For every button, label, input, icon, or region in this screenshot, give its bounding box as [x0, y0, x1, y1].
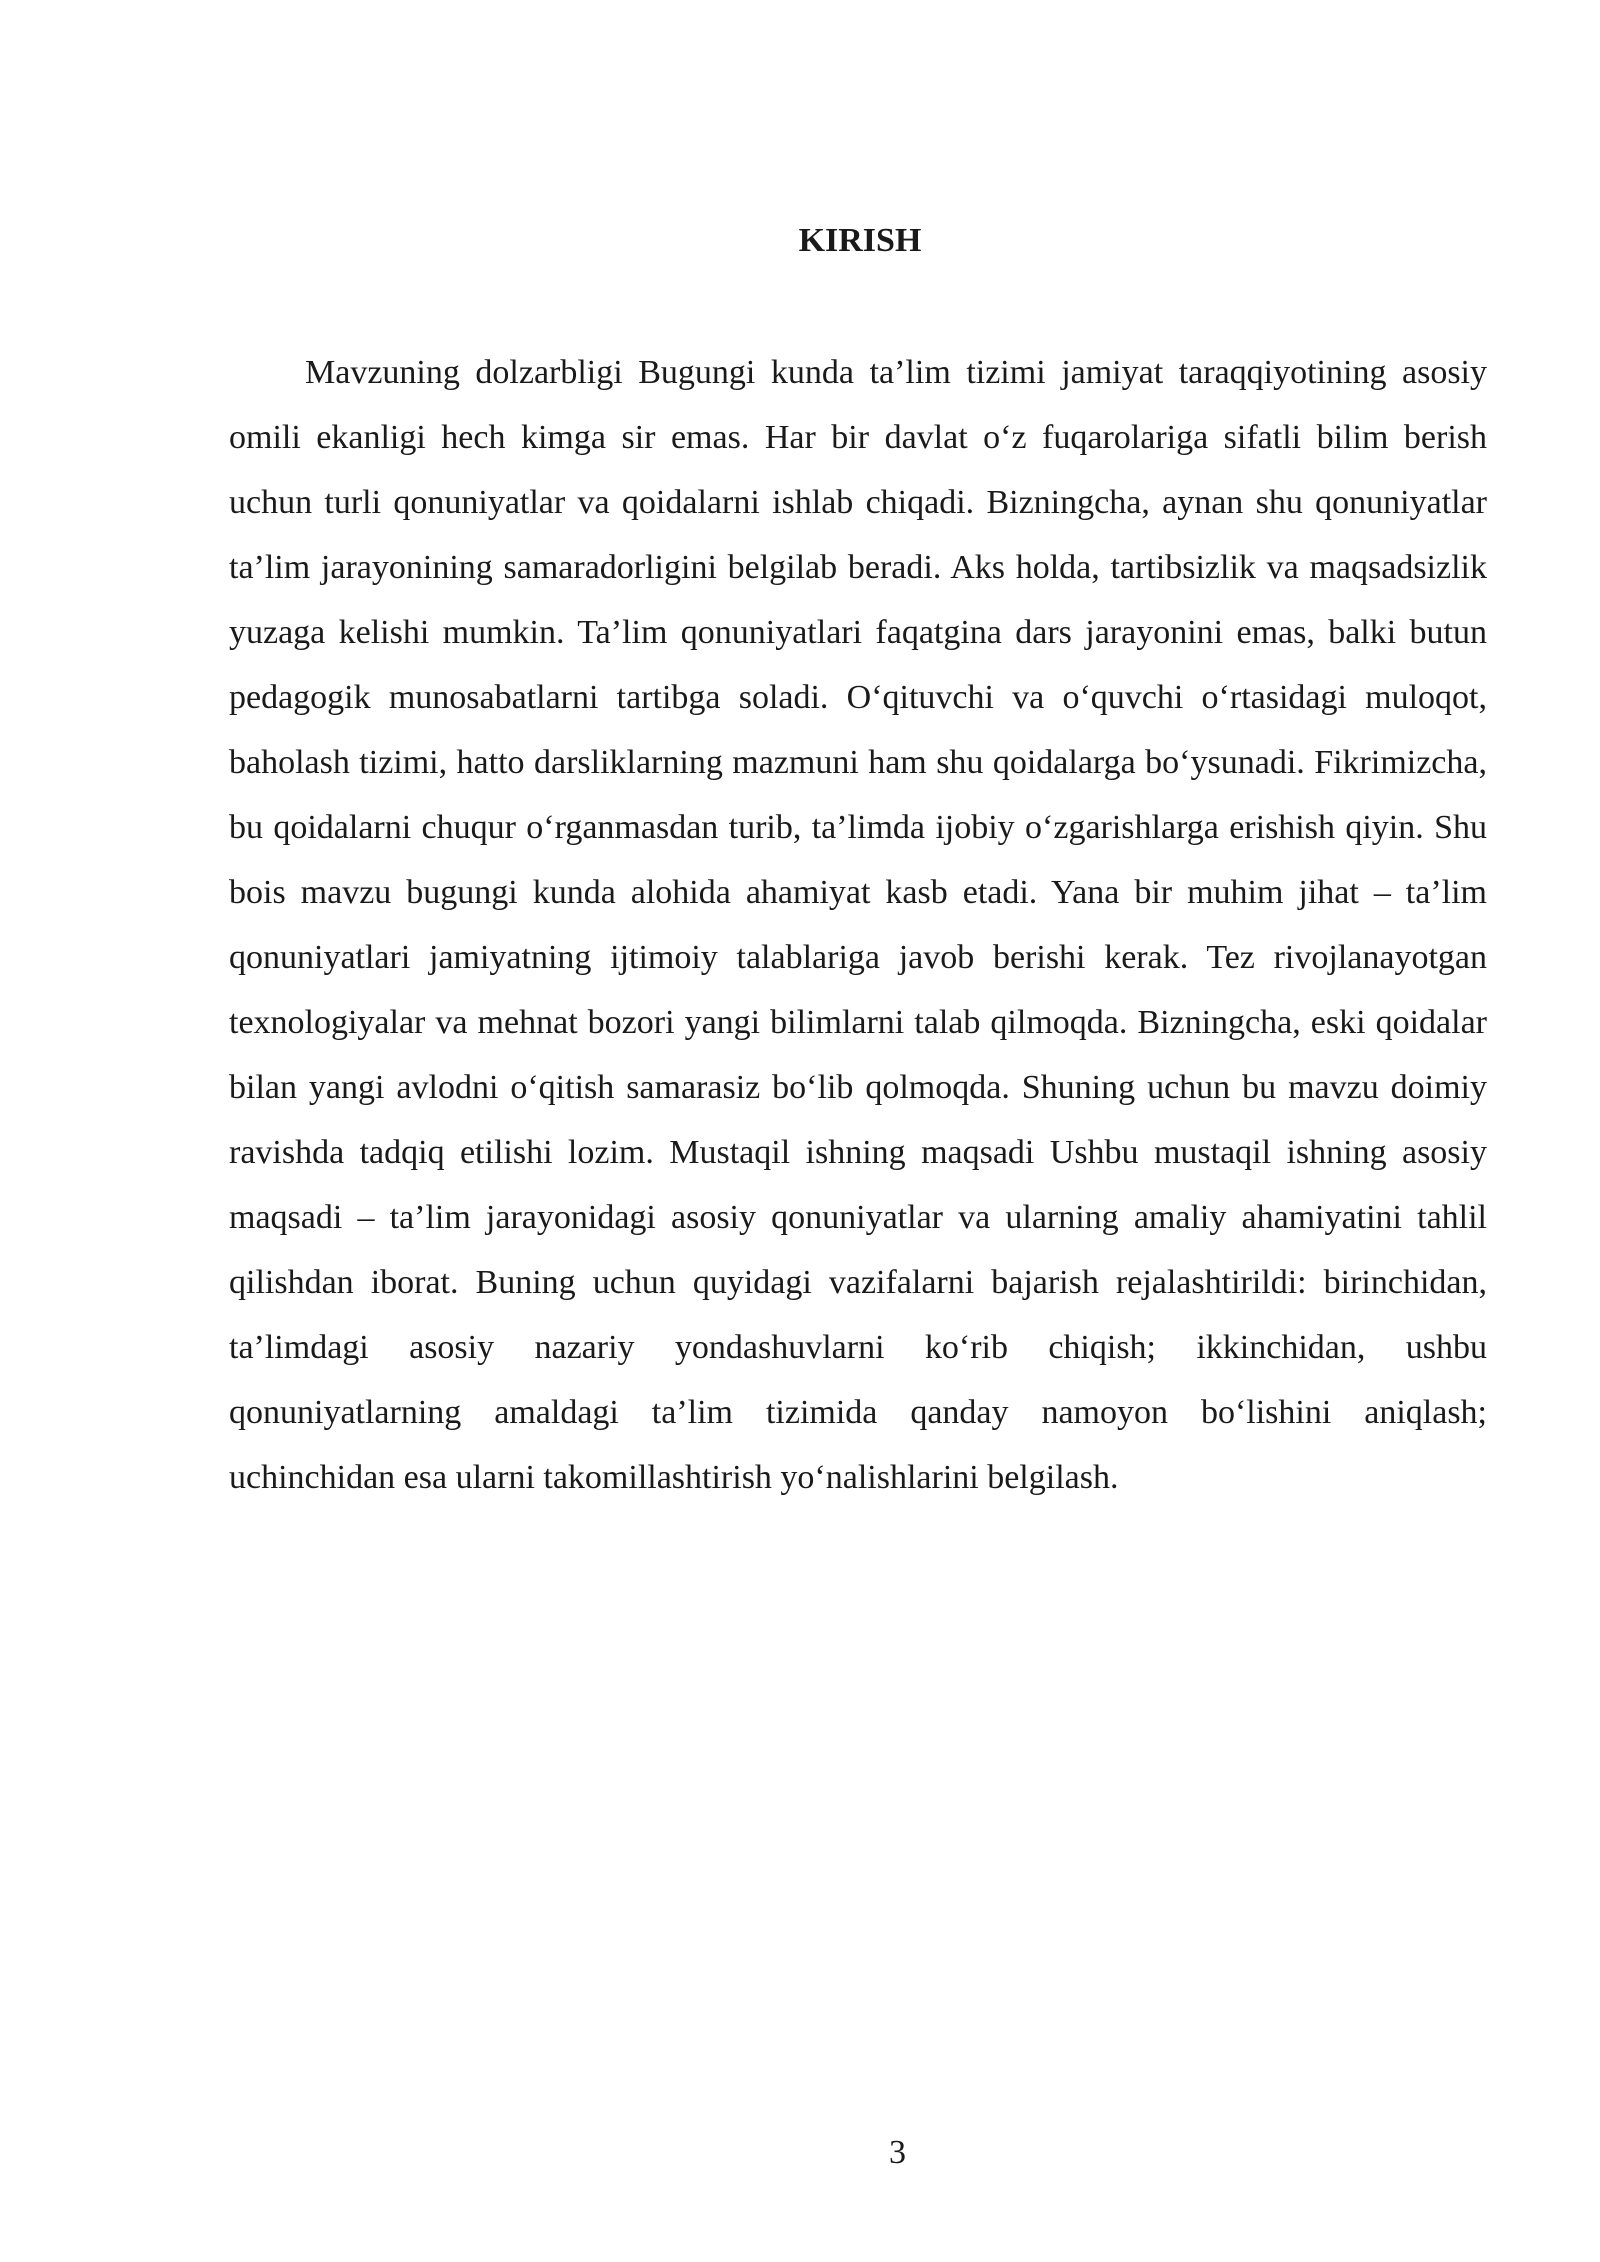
section-title: KIRISH — [798, 222, 922, 259]
body-paragraph: Mavzuning dolzarbligi Bugungi kunda ta’lim tizimi jamiyat taraqqiyotining asosiy omili ekanligi hech kimga sir emas. Har bir davlat o‘z fuqarolariga sifatli bilim berish uchun turli qonuniyatlar va qoidalarni ishlab chiqadi. Bizningcha, aynan shu qonuniyatlar ta’lim jarayonining samaradorligini belgilab beradi. Aks holda, tartibsizlik va maqsadsizlik yuzaga kelishi mumkin. Ta’lim qonuniyatlari faqatgina dars jarayonini emas, balki butun pedagogik munosabatlarni tartibga soladi. O‘qituvchi va o‘quvchi o‘rtasidagi muloqot, baholash tizimi, hatto darsliklarning mazmuni ham shu qoidalarga bo‘ysunadi. Fikrimizcha, bu qoidalarni chuqur o‘rganmasdan turib, ta’limda ijobiy o‘zgarishlarga erishish qiyin. Shu bois mavzu bugungi kunda alohida ahamiyat kasb etadi. Yana bir muhim jihat – ta’lim qonuniyatlari jamiyatning ijtimoiy talablariga javob berishi kerak. Tez rivojlanayotgan texnologiyalar va mehnat bozori yangi bilimlarni talab qilmoqda. Bizningcha, eski qoidalar bilan yangi avlodni o‘qitish samarasiz bo‘lib qolmoqda. Shuning uchun bu mavzu doimiy ravishda tadqiq etilishi lozim. Mustaqil ishning maqsadi Ushbu mustaqil ishning asosiy maqsadi – ta’lim jarayonidagi asosiy qonuniyatlar va ularning amaliy ahamiyatini tahlil qilishdan iborat. Buning uchun quyidagi vazifalarni bajarish rejalashtirildi: birinchidan, ta’limdagi asosiy nazariy yondashuvlarni ko‘rib chiqish; ikkinchidan, ushbu qonuniyatlarning amaldagi ta’lim tizimida qanday namoyon bo‘lishini aniqlash; uchinchidan esa ularni takomillashtirish yo‘nalishlarini belgilash. — [229, 354, 1487, 1496]
page-number: 3 — [889, 2134, 906, 2171]
